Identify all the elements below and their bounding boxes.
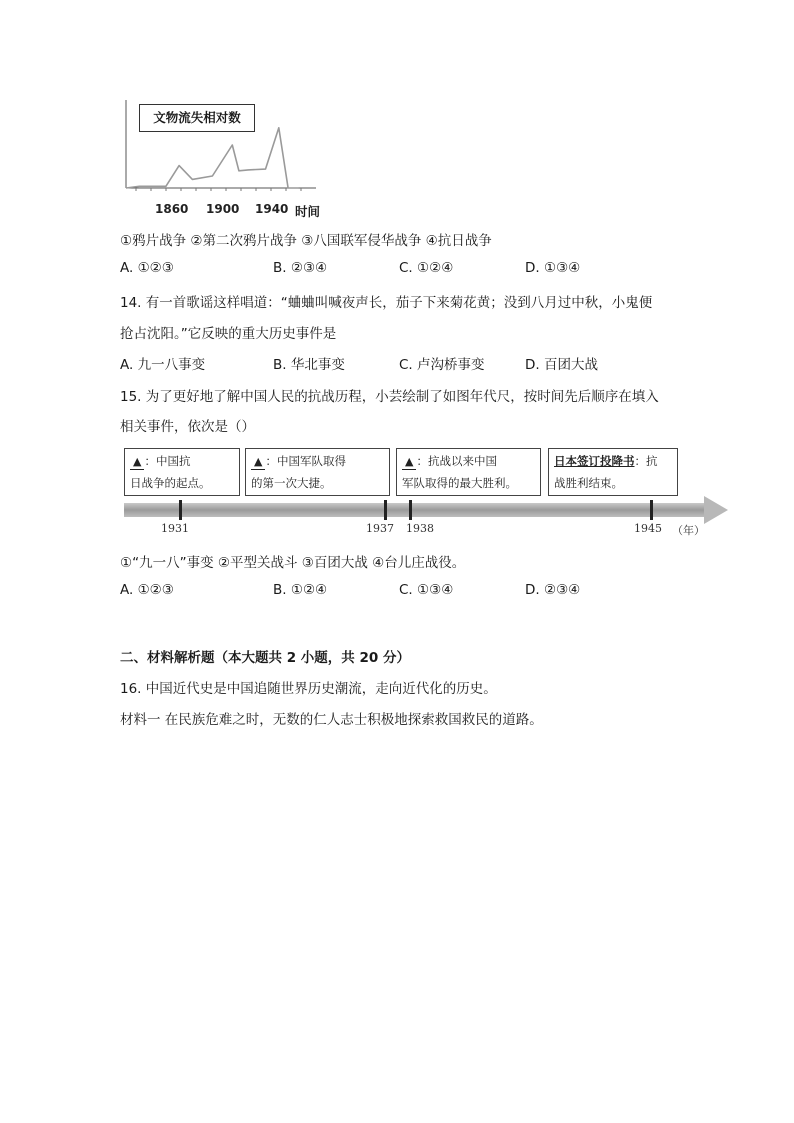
timeline-year: 1937 bbox=[366, 522, 394, 535]
q13-items: ①鸦片战争 ②第二次鸦片战争 ③八国联军侵华战争 ④抗日战争 bbox=[120, 233, 492, 249]
timeline-arrow-icon bbox=[704, 496, 728, 524]
q16-stem: 16. 中国近代史是中国追随世界历史潮流，走向近代化的历史。 bbox=[120, 681, 497, 697]
timeline-box-text: 战胜利结束。 bbox=[554, 476, 623, 490]
q15-option-d: D. ②③④ bbox=[525, 582, 581, 598]
timeline-box-1931 bbox=[124, 448, 240, 496]
q16-material1: 材料一 在民族危难之时，无数的仁人志士积极地探索救国救民的道路。 bbox=[120, 712, 543, 728]
timeline-tick bbox=[384, 500, 387, 520]
q15-stem-line2: 相关事件，依次是（） bbox=[120, 419, 255, 435]
triangle-blank-icon: ▲ bbox=[402, 455, 416, 470]
timeline-box-1938 bbox=[396, 448, 541, 496]
surrender-stamp-label: 日本签订投降书 bbox=[554, 454, 635, 468]
q13-option-a: A. ①②③ bbox=[120, 260, 174, 276]
q15-option-b: B. ①②④ bbox=[273, 582, 328, 598]
timeline-box-text: ：中国军队取得 bbox=[265, 454, 346, 468]
triangle-blank-icon: ▲ bbox=[251, 455, 265, 470]
q15-option-c: C. ①③④ bbox=[399, 582, 454, 598]
section-heading: 二、材料解析题（本大题共 2 小题，共 20 分） bbox=[120, 650, 410, 666]
timeline-bar bbox=[124, 503, 706, 517]
timeline-box-text: ：中国抗 bbox=[144, 454, 191, 468]
timeline-box-text: 的第一次大捷。 bbox=[251, 476, 332, 490]
x-tick-label: 1940 bbox=[255, 202, 289, 216]
q14-option-c: C. 卢沟桥事变 bbox=[399, 357, 485, 373]
x-axis-label: 时间 bbox=[295, 204, 321, 219]
timeline-box-text: 军队取得的最大胜利。 bbox=[402, 476, 517, 490]
timeline-tick bbox=[409, 500, 412, 520]
q13-option-d: D. ①③④ bbox=[525, 260, 581, 276]
q15-option-a: A. ①②③ bbox=[120, 582, 174, 598]
timeline-box-text: 日战争的起点。 bbox=[130, 476, 211, 490]
timeline-box-1945 bbox=[548, 448, 678, 496]
q15-stem-line1: 15. 为了更好地了解中国人民的抗战历程，小芸绘制了如图年代尺，按时间先后顺序在填入 bbox=[120, 389, 659, 405]
q13-option-b: B. ②③④ bbox=[273, 260, 328, 276]
chart-title: 文物流失相对数 bbox=[139, 104, 255, 132]
timeline-box-text: ：抗战以来中国 bbox=[416, 454, 497, 468]
timeline-box-1937 bbox=[245, 448, 390, 496]
q14-stem-line2: 抢占沈阳。”它反映的重大历史事件是 bbox=[120, 326, 337, 342]
q14-option-a: A. 九一八事变 bbox=[120, 357, 206, 373]
timeline-tick bbox=[179, 500, 182, 520]
timeline-year: 1945 bbox=[634, 522, 662, 535]
q14-option-d: D. 百团大战 bbox=[525, 357, 598, 373]
q15-items: ①“九一八”事变 ②平型关战斗 ③百团大战 ④台儿庄战役。 bbox=[120, 555, 466, 571]
timeline-box-text: ：抗 bbox=[634, 454, 658, 468]
timeline-unit: （年） bbox=[672, 524, 705, 537]
q14-option-b: B. 华北事变 bbox=[273, 357, 345, 373]
x-tick-label: 1860 bbox=[155, 202, 189, 216]
x-tick-label: 1900 bbox=[206, 202, 240, 216]
timeline-tick bbox=[650, 500, 653, 520]
timeline-year: 1931 bbox=[161, 522, 189, 535]
timeline-year: 1938 bbox=[406, 522, 434, 535]
relic-loss-series-line bbox=[126, 128, 299, 188]
triangle-blank-icon: ▲ bbox=[130, 455, 144, 470]
q14-stem-line1: 14. 有一首歌谣这样唱道：“蛐蛐叫喊夜声长，茄子下来菊花黄；没到八月过中秋，小鬼便 bbox=[120, 295, 653, 311]
q13-option-c: C. ①②④ bbox=[399, 260, 454, 276]
